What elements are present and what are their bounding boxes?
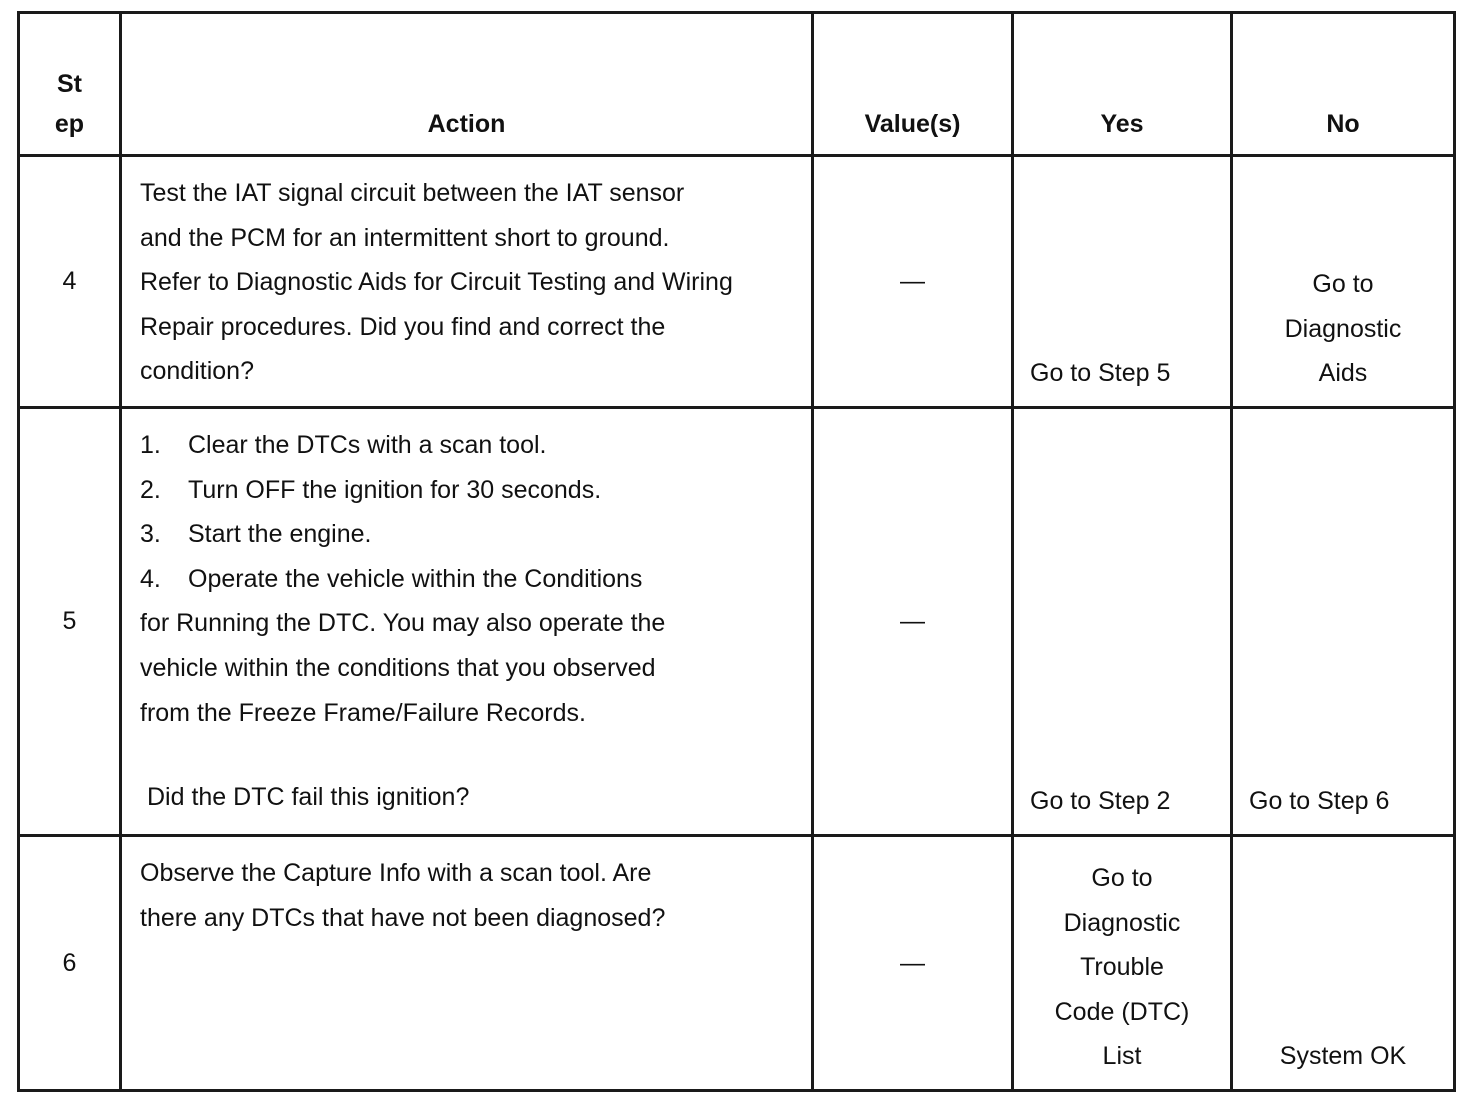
action-line: Repair procedures. Did you find and correct the: [140, 312, 666, 341]
action-line: for Running the DTC. You may also operate the: [140, 609, 666, 638]
list-text: Clear the DTCs with a scan tool.: [188, 431, 547, 459]
action-question: Did the DTC fail this ignition?: [147, 783, 470, 812]
list-number: 1.: [140, 431, 161, 459]
list-number: 4.: [140, 564, 161, 593]
list-item: [140, 512, 811, 557]
step-number: 5: [19, 408, 121, 836]
action-line: and the PCM for an intermittent short to ground.: [140, 223, 670, 252]
list-item: [140, 557, 811, 602]
action-list: [140, 423, 811, 601]
table-row: [19, 156, 1455, 408]
action-line: there any DTCs that have not been diagnosed?: [140, 903, 666, 932]
no-cell: [1232, 156, 1455, 408]
header-row: [19, 13, 1455, 156]
list-text: Turn OFF the ignition for 30 seconds.: [188, 475, 602, 504]
yes-line: Go to: [1091, 864, 1153, 893]
yes-line: Code (DTC): [1054, 997, 1190, 1026]
spacer: [140, 735, 811, 775]
yes-line: Diagnostic: [1063, 908, 1181, 937]
yes-cell: Go to Step 2: [1013, 408, 1232, 836]
diagnostic-table: [17, 11, 1456, 1092]
yes-line: Trouble: [1080, 953, 1164, 982]
step-number: 4: [19, 156, 121, 408]
action-line: from the Freeze Frame/Failure Records.: [140, 698, 586, 727]
list-item: [140, 423, 811, 468]
action-line: vehicle within the conditions that you observed: [140, 653, 656, 682]
yes-line: List: [1102, 1042, 1142, 1071]
action-cell: [121, 408, 813, 836]
list-item: [140, 468, 811, 513]
table-row: [19, 836, 1455, 1091]
yes-cell: Go to Step 5: [1013, 156, 1232, 408]
list-number: 2.: [140, 475, 161, 504]
header-yes: Yes: [1013, 13, 1232, 156]
no-cell: System OK: [1232, 836, 1455, 1091]
value-cell: —: [813, 408, 1013, 836]
header-step: [19, 13, 121, 156]
value-cell: —: [813, 156, 1013, 408]
action-line: Observe the Capture Info with a scan tool. Are: [140, 859, 652, 887]
action-line: condition?: [140, 357, 254, 386]
list-text: Operate the vehicle within the Conditions: [188, 564, 643, 593]
action-line: Test the IAT signal circuit between the IAT sensor: [140, 179, 685, 207]
list-text: Start the engine.: [188, 520, 372, 549]
list-number: 3.: [140, 520, 161, 549]
no-cell: Go to Step 6: [1232, 408, 1455, 836]
header-step-line1: St: [57, 70, 82, 98]
header-no: No: [1232, 13, 1455, 156]
header-values: Value(s): [813, 13, 1013, 156]
header-action: Action: [121, 13, 813, 156]
step-number: 6: [19, 836, 121, 1091]
action-line: Refer to Diagnostic Aids for Circuit Testing and Wiring: [140, 268, 733, 297]
action-cell: [121, 836, 813, 1091]
no-line: Diagnostic: [1284, 314, 1402, 343]
table-row: [19, 408, 1455, 836]
value-cell: —: [813, 836, 1013, 1091]
no-line: Aids: [1318, 359, 1368, 388]
header-step-line2: ep: [54, 110, 85, 138]
action-cell: [121, 156, 813, 408]
yes-cell: [1013, 836, 1232, 1091]
no-line: Go to: [1312, 270, 1374, 299]
